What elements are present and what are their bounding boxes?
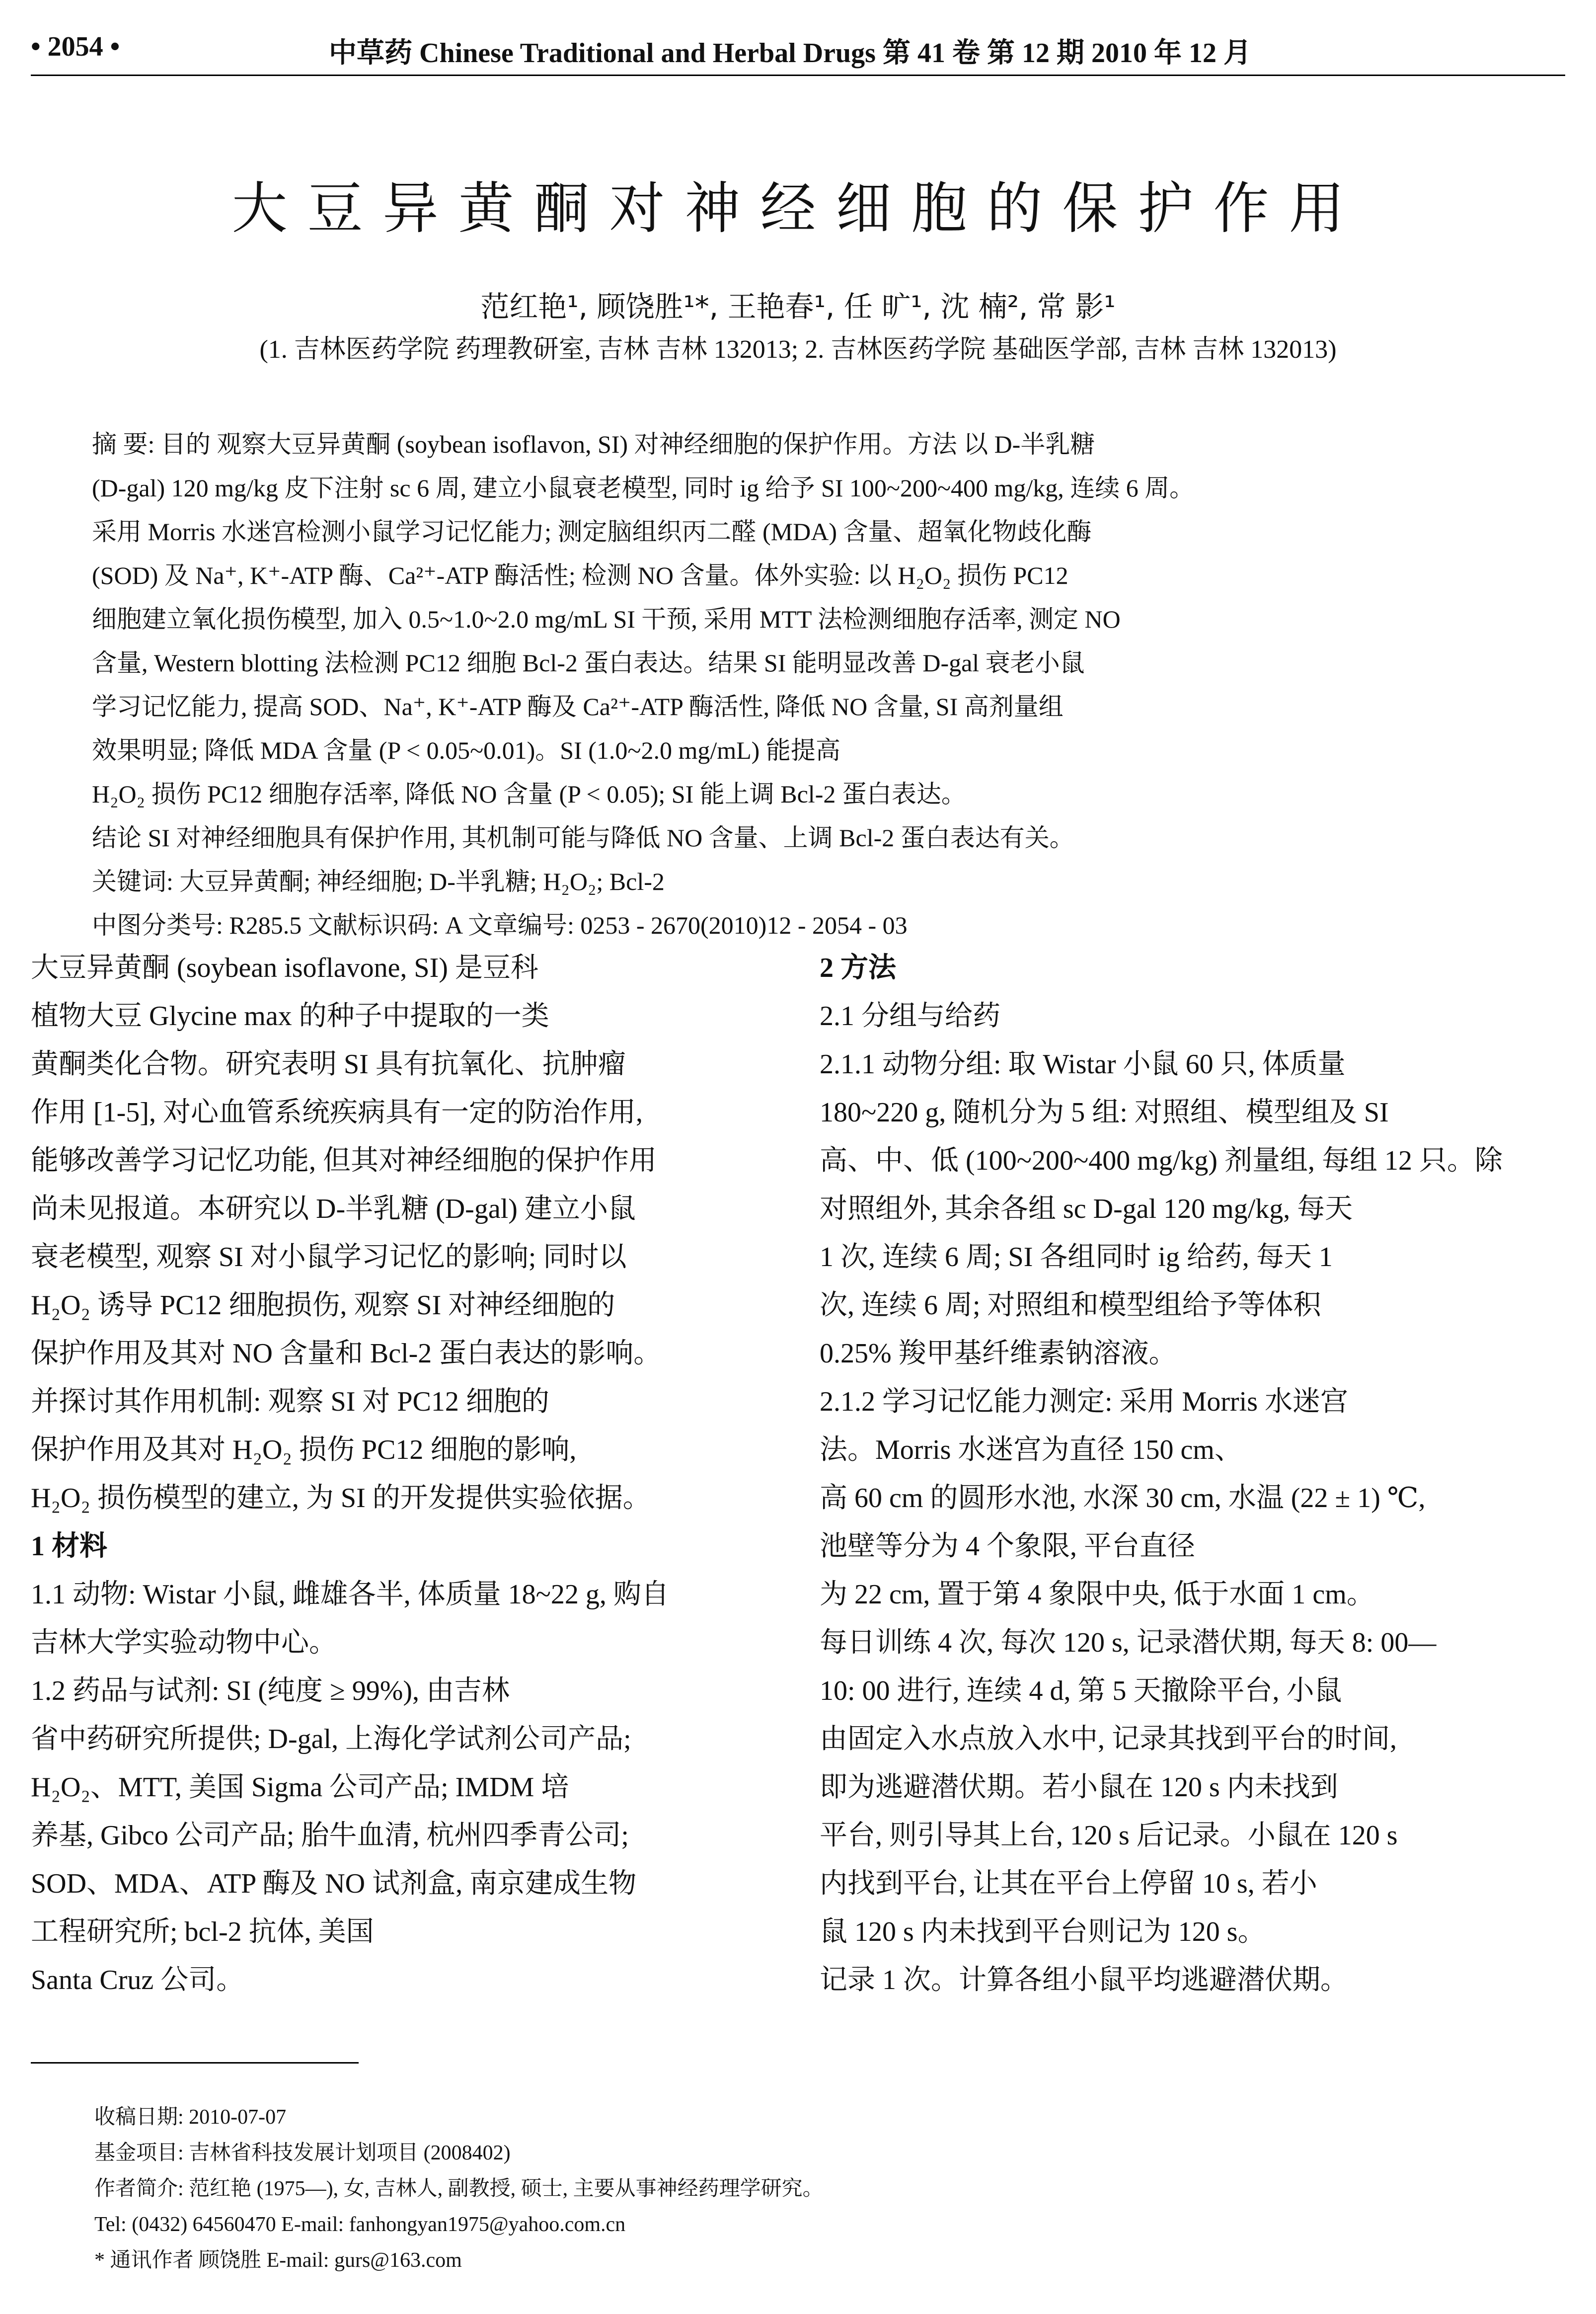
abstract [92, 422, 1508, 947]
body-line: 为 22 cm, 置于第 4 象限中央, 低于水面 1 cm。 [820, 1579, 1374, 1610]
abstract-line: H₂O₂ 损伤 PC12 细胞存活率, 降低 NO 含量 (P < 0.05); SI 能上调 Bcl-2 蛋白表达。 [92, 780, 966, 808]
body-line: 高、中、低 (100~200~400 mg/kg) 剂量组, 每组 12 只。除 [820, 1145, 1503, 1176]
right-column [820, 944, 1565, 2004]
body-line: 由固定入水点放入水中, 记录其找到平台的时间, [820, 1724, 1397, 1755]
footnote-rule [31, 2062, 359, 2064]
subsection-heading: 2.1 分组与给药 [820, 1001, 1000, 1032]
body-line: 植物大豆 Glycine max 的种子中提取的一类 [31, 1001, 549, 1032]
corresponding-author: * 通讯作者 顾饶胜 E-mail: gurs@163.com [94, 2249, 462, 2272]
body-line: 1.2 药品与试剂: SI (纯度 ≥ 99%), 由吉林 [31, 1676, 510, 1706]
abstract-line: 采用 Morris 水迷宫检测小鼠学习记忆能力; 测定脑组织丙二醛 (MDA) 含量、超氧化物歧化酶 [92, 518, 1092, 546]
body-line: 10: 00 进行, 连续 4 d, 第 5 天撤除平台, 小鼠 [820, 1676, 1342, 1706]
body-line: 2.1.2 学习记忆能力测定: 采用 Morris 水迷宫 [820, 1386, 1348, 1417]
body-line: 作用 [1-5], 对心血管系统疾病具有一定的防治作用, [31, 1097, 643, 1128]
abstract-line: 学习记忆能力, 提高 SOD、Na⁺, K⁺-ATP 酶及 Ca²⁺-ATP 酶活性, 降低 NO 含量, SI 高剂量组 [92, 693, 1064, 720]
body-line: 高 60 cm 的圆形水池, 水深 30 cm, 水温 (22 ± 1) ℃, [820, 1483, 1426, 1514]
body-line: 鼠 120 s 内未找到平台则记为 120 s。 [820, 1916, 1266, 1947]
body-line: 大豆异黄酮 (soybean isoflavone, SI) 是豆科 [31, 953, 538, 983]
body-line: 养基, Gibco 公司产品; 胎牛血清, 杭州四季青公司; [31, 1820, 629, 1851]
body-line: SOD、MDA、ATP 酶及 NO 试剂盒, 南京建成生物 [31, 1868, 637, 1899]
abstract-line: 细胞建立氧化损伤模型, 加入 0.5~1.0~2.0 mg/mL SI 干预, 采用 MTT 法检测细胞存活率, 测定 NO [92, 605, 1121, 633]
body-line: 平台, 则引导其上台, 120 s 后记录。小鼠在 120 s [820, 1820, 1398, 1851]
abstract-line: (D-gal) 120 mg/kg 皮下注射 sc 6 周, 建立小鼠衰老模型, 同时 ig 给予 SI 100~200~400 mg/kg, 连续 6 周。 [92, 474, 1195, 502]
body-line: 能够改善学习记忆功能, 但其对神经细胞的保护作用 [31, 1145, 657, 1176]
contact-line: Tel: (0432) 64560470 E-mail: fanhongyan1975@yahoo.com.cn [94, 2213, 626, 2236]
keywords: 关键词: 大豆异黄酮; 神经细胞; D-半乳糖; H₂O₂; Bcl-2 [92, 868, 665, 895]
body-line: 次, 连续 6 周; 对照组和模型组给予等体积 [820, 1290, 1321, 1321]
author-list: 范红艳¹, 顾饶胜¹*, 王艳春¹, 任 旷¹, 沈 楠², 常 影¹ [480, 290, 1116, 323]
left-column [31, 944, 751, 2004]
header-rule [31, 75, 1565, 76]
abstract-line: 含量, Western blotting 法检测 PC12 细胞 Bcl-2 蛋白表达。结果 SI 能明显改善 D-gal 衰老小鼠 [92, 649, 1085, 677]
article-title: 大豆异黄酮对神经细胞的保护作用 [231, 178, 1365, 240]
abstract-line: 结论 SI 对神经细胞具有保护作用, 其机制可能与降低 NO 含量、上调 Bcl-2 蛋白表达有关。 [92, 824, 1074, 852]
body-line: 池壁等分为 4 个象限, 平台直径 [820, 1531, 1195, 1562]
funding-note: 基金项目: 吉林省科技发展计划项目 (2008402) [94, 2142, 511, 2164]
body-line: 180~220 g, 随机分为 5 组: 对照组、模型组及 SI [820, 1097, 1389, 1128]
body-line: H₂O₂、MTT, 美国 Sigma 公司产品; IMDM 培 [31, 1772, 569, 1803]
body-line: 黄酮类化合物。研究表明 SI 具有抗氧化、抗肿瘤 [31, 1049, 626, 1080]
body-line: 对照组外, 其余各组 sc D-gal 120 mg/kg, 每天 [820, 1194, 1353, 1224]
body-line: 记录 1 次。计算各组小鼠平均逃避潜伏期。 [820, 1965, 1348, 1995]
classification-line: 中图分类号: R285.5 文献标识码: A 文章编号: 0253 - 2670(2010)12 - 2054 - 03 [92, 911, 908, 939]
body-line: 工程研究所; bcl-2 抗体, 美国 [31, 1916, 374, 1947]
abstract-line: 效果明显; 降低 MDA 含量 (P < 0.05~0.01)。SI (1.0~2.0 mg/mL) 能提高 [92, 736, 840, 764]
body-line: 即为逃避潜伏期。若小鼠在 120 s 内未找到 [820, 1772, 1338, 1803]
author-bio: 作者简介: 范红艳 (1975—), 女, 吉林人, 副教授, 硕士, 主要从事神经药理学研究。 [94, 2177, 824, 2200]
body-line: 法。Morris 水迷宫为直径 150 cm、 [820, 1435, 1242, 1465]
body-line: 衰老模型, 观察 SI 对小鼠学习记忆的影响; 同时以 [31, 1242, 627, 1273]
abstract-line: 摘 要: 目的 观察大豆异黄酮 (soybean isoflavon, SI) 对神经细胞的保护作用。方法 以 D-半乳糖 [92, 430, 1095, 458]
affiliation: (1. 吉林医药学院 药理教研室, 吉林 吉林 132013; 2. 吉林医药学院 基础医学部, 吉林 吉林 132013) [259, 335, 1337, 364]
received-date: 收稿日期: 2010-07-07 [94, 2106, 287, 2129]
footnotes [94, 2099, 1436, 2278]
journal-line: 中草药 Chinese Traditional and Herbal Drugs 第 41 卷 第 12 期 2010 年 12 月 [329, 38, 1251, 69]
body-line: 尚未见报道。本研究以 D-半乳糖 (D-gal) 建立小鼠 [31, 1194, 636, 1224]
body-line: 内找到平台, 让其在平台上停留 10 s, 若小 [820, 1868, 1317, 1899]
body-line: 1 次, 连续 6 周; SI 各组同时 ig 给药, 每天 1 [820, 1242, 1333, 1273]
body-line: 并探讨其作用机制: 观察 SI 对 PC12 细胞的 [31, 1386, 549, 1417]
abstract-line: (SOD) 及 Na⁺, K⁺-ATP 酶、Ca²⁺-ATP 酶活性; 检测 NO 含量。体外实验: 以 H₂O₂ 损伤 PC12 [92, 561, 1068, 589]
body-line: 2.1.1 动物分组: 取 Wistar 小鼠 60 只, 体质量 [820, 1049, 1346, 1080]
body-line: 每日训练 4 次, 每次 120 s, 记录潜伏期, 每天 8: 00— [820, 1627, 1437, 1658]
body-line: 省中药研究所提供; D-gal, 上海化学试剂公司产品; [31, 1724, 631, 1755]
body-line: 保护作用及其对 NO 含量和 Bcl-2 蛋白表达的影响。 [31, 1338, 662, 1369]
body-line: 0.25% 羧甲基纤维素钠溶液。 [820, 1338, 1177, 1369]
section-heading: 1 材料 [31, 1531, 107, 1562]
body-line: H₂O₂ 损伤模型的建立, 为 SI 的开发提供实验依据。 [31, 1483, 651, 1514]
running-header [31, 26, 1565, 71]
body-line: Santa Cruz 公司。 [31, 1965, 244, 1995]
body-line: 保护作用及其对 H₂O₂ 损伤 PC12 细胞的影响, [31, 1435, 577, 1465]
body-line: H₂O₂ 诱导 PC12 细胞损伤, 观察 SI 对神经细胞的 [31, 1290, 615, 1321]
body-line: 1.1 动物: Wistar 小鼠, 雌雄各半, 体质量 18~22 g, 购自 [31, 1579, 669, 1610]
body-line: 吉林大学实验动物中心。 [31, 1627, 337, 1658]
section-heading: 2 方法 [820, 953, 896, 983]
page-number: • 2054 • [31, 31, 120, 62]
